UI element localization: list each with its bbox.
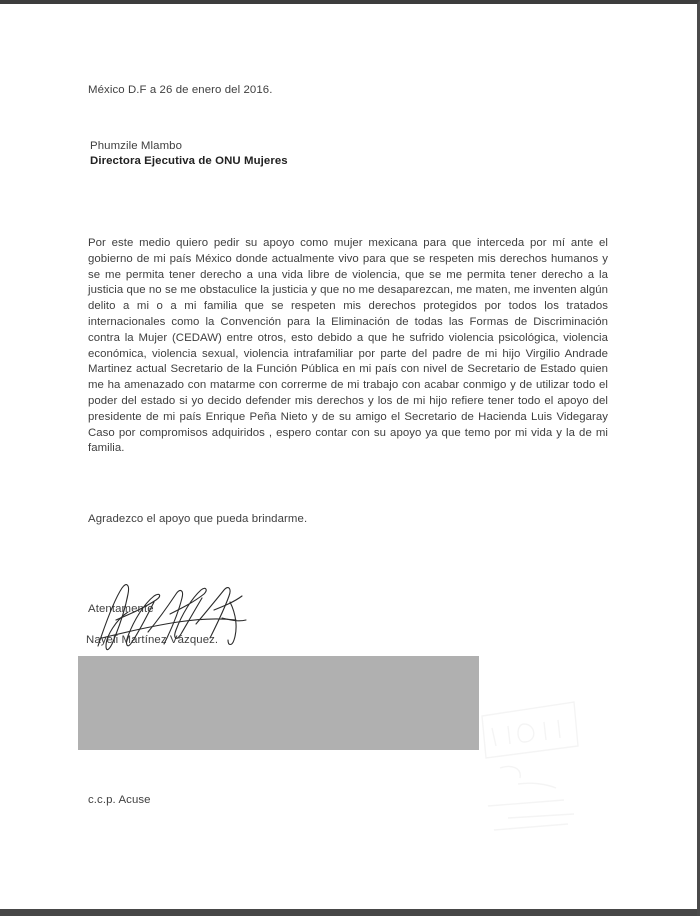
addressee-role: Directora Ejecutiva de ONU Mujeres — [90, 155, 288, 167]
signer-name: Nayeli Martínez Vázquez. — [86, 634, 219, 646]
faint-stamp-icon — [478, 672, 628, 842]
letter-closing-line: Agradezco el apoyo que pueda brindarme. — [88, 513, 308, 525]
redaction-block — [78, 656, 479, 750]
page-bottom-edge — [0, 909, 697, 916]
letter-body-paragraph: Por este medio quiero pedir su apoyo como mujer mexicana para que interceda por mí ante el gobierno de mi país México donde actualmente vivo para que se respeten mis derechos humanos y se me permita tener derecho a una vida libre de violencia, que se me permita tener derecho a la justicia que no se me obstaculice la justicia y que no me desaparezcan, me maten, me inventen algún delito a mi o a mi familia que se respeten mis derechos protegidos por todos los tratados internacionales como la Convención para la Eliminación de todas las Formas de Discriminación contra la Mujer (CEDAW) entre otros, esto debido a que he sufrido violencia psicológica, violencia económica, violencia sexual, violencia intrafamiliar por parte del padre de mi hijo Virgilio Andrade Martinez actual Secretario de la Función Pública en mi país con nivel de Secretario de Estado quien me ha amenazado con matarme con correrme de mi trabajo con acabar conmigo y de utilizar todo el poder del estado si yo decido defender mis derechos y los de mi hijo refiere tener todo el apoyo del presidente de mi país Enrique Peña Nieto y de su amigo el Secretario de Hacienda Luis Videgaray Caso por compromisos adquiridos , espero contar con su apoyo ya que temo por mi vida y la de mi familia. — [88, 237, 608, 455]
carbon-copy-note: c.c.p. Acuse — [88, 794, 151, 806]
addressee-name: Phumzile Mlambo — [90, 140, 183, 152]
document-date: México D.F a 26 de enero del 2016. — [88, 84, 273, 96]
letter-sign-off: Atentamente — [88, 603, 154, 615]
